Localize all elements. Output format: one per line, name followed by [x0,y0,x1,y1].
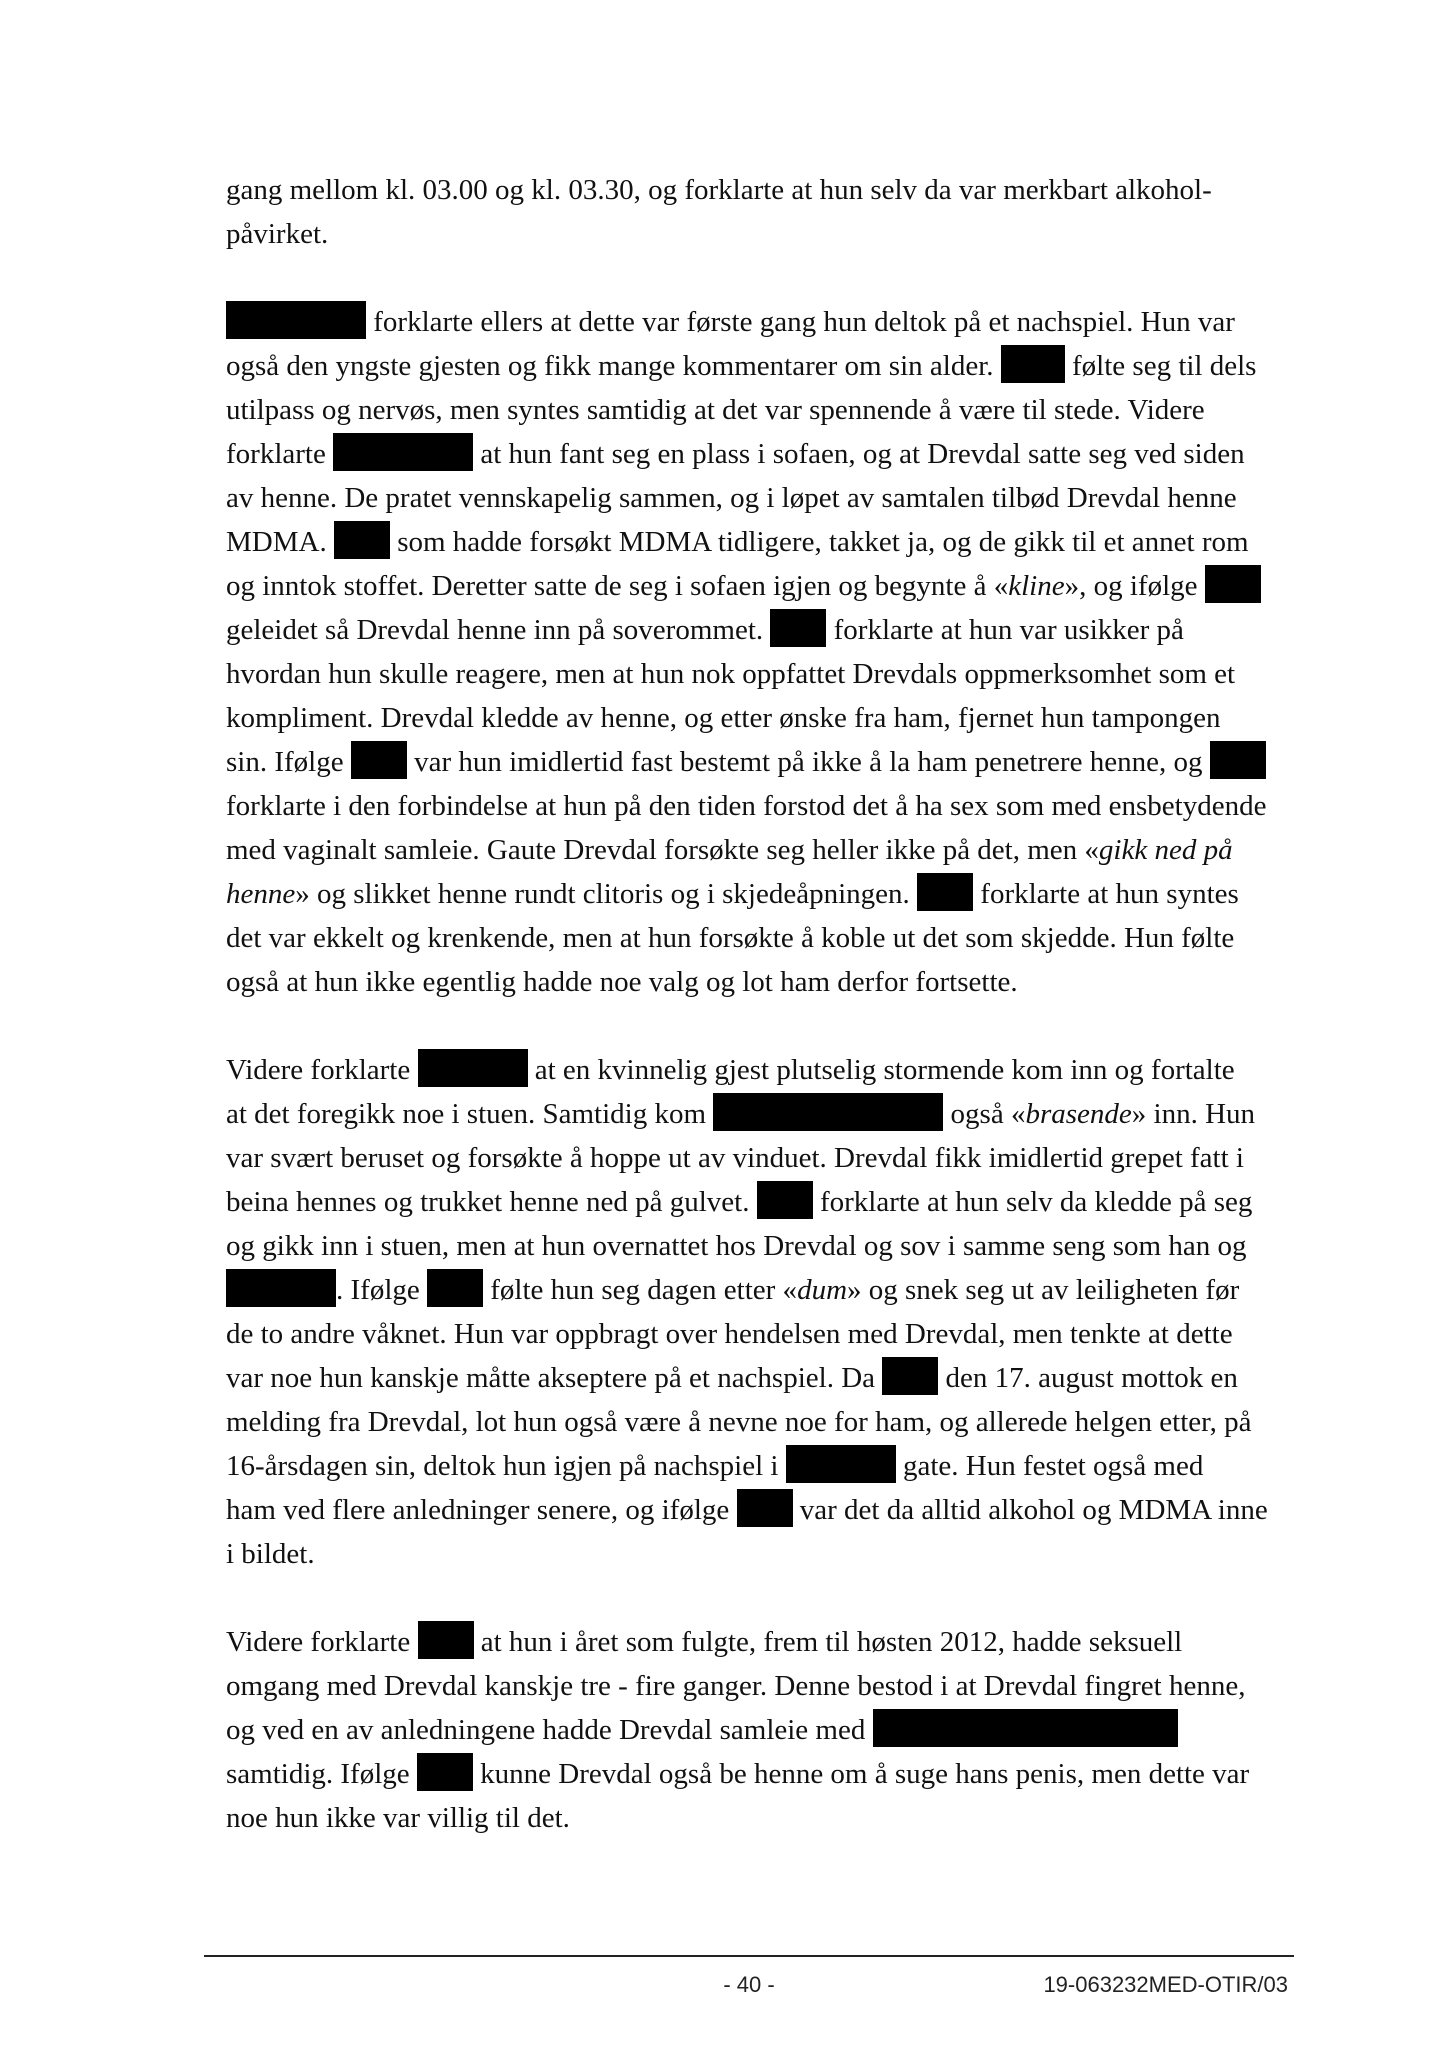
text-segment: med vaginalt samleie. Gaute Drevdal forsøkte seg heller ikke på det, men « [226,834,1099,866]
text-segment: forklarte i den forbindelse at hun på den tiden forstod det å ha sex som med ensbetydende [226,790,1267,822]
text-segment: forklarte [226,438,334,470]
text-segment: utilpass og nervøs, men syntes samtidig at det var spennende å være til stede. Videre [226,394,1205,426]
text-segment: i bildet. [226,1538,315,1570]
text-line [226,388,1286,432]
text-segment: beina hennes og trukket henne ned på gulvet. [226,1186,757,1218]
redaction-box [1205,565,1261,603]
italic-text: kline [1008,570,1065,602]
text-line [226,828,1286,872]
text-line [226,344,1286,388]
text-segment: følte seg til dels [1064,350,1257,382]
text-line [226,1356,1286,1400]
text-line [226,1400,1286,1444]
redaction-box [770,609,826,647]
text-segment: kunne Drevdal også be henne om å suge hans penis, men dette var [472,1758,1250,1790]
text-segment: ham ved flere anledninger senere, og ifølge [226,1494,737,1526]
text-line [226,1488,1286,1532]
text-segment: . Ifølge [336,1274,427,1306]
text-segment: også « [943,1098,1026,1130]
text-line [226,1048,1286,1092]
text-line [226,784,1286,828]
text-line [226,1224,1286,1268]
redaction-box [417,1753,473,1791]
text-segment: også den yngste gjesten og fikk mange kommentarer om sin alder. [226,350,1001,382]
text-line [226,652,1286,696]
text-segment: » og snek seg ut av leiligheten før [847,1274,1240,1306]
text-segment: gang mellom kl. 03.00 og kl. 03.30, og forklarte at hun selv da var merkbart alkohol- [226,174,1212,206]
redaction-box [786,1445,896,1483]
text-segment: følte hun seg dagen etter « [483,1274,798,1306]
text-segment: gate. Hun festet også med [895,1450,1204,1482]
text-line [226,608,1286,652]
text-segment: og ved en av anledningene hadde Drevdal samleie med [226,1714,873,1746]
page-number: - 40 - [723,1972,775,1997]
text-line [226,1708,1286,1752]
redaction-box [873,1709,1178,1747]
text-segment: at hun i året som fulgte, frem til høsten 2012, hadde seksuell [473,1626,1183,1658]
redaction-box [1001,345,1065,383]
text-line [226,1136,1286,1180]
text-segment: hvordan hun skulle reagere, men at hun nok oppfattet Drevdals oppmerksomhet som et [226,658,1236,690]
redaction-box [334,521,390,559]
italic-text: henne [226,878,296,910]
text-segment: Videre forklarte [226,1054,418,1086]
redaction-box [757,1181,813,1219]
text-line [226,300,1286,344]
document-body [226,168,1286,1840]
text-line [226,1092,1286,1136]
text-line [226,1180,1286,1224]
text-segment: geleidet så Drevdal henne inn på soverommet. [226,614,771,646]
text-segment: omgang med Drevdal kanskje tre - fire ganger. Denne bestod i at Drevdal fingret henne, [226,1670,1246,1702]
text-segment: samtidig. Ifølge [226,1758,417,1790]
text-segment: forklarte ellers at dette var første gang hun deltok på et nachspiel. Hun var [366,306,1235,338]
text-segment: forklarte at hun syntes [973,878,1239,910]
text-segment: at en kvinnelig gjest plutselig stormende kom inn og fortalte [527,1054,1235,1086]
text-segment: det var ekkelt og krenkende, men at hun forsøkte å koble ut det som skjedde. Hun følte [226,922,1235,954]
text-segment: og gikk inn i stuen, men at hun overnattet hos Drevdal og sov i samme seng som han og [226,1230,1247,1262]
redaction-box [737,1489,793,1527]
text-line [226,960,1286,1004]
text-line [226,168,1286,212]
text-segment: melding fra Drevdal, lot hun også være å nevne noe for ham, og allerede helgen etter, på [226,1406,1252,1438]
redaction-box [917,873,973,911]
text-segment: Videre forklarte [226,1626,418,1658]
text-line [226,872,1286,916]
page-footer [204,1972,1294,2002]
italic-text: brasende [1025,1098,1132,1130]
text-line [226,1664,1286,1708]
case-id: 19-063232MED-OTIR/03 [1043,1972,1288,1997]
italic-text: gikk ned på [1098,834,1233,866]
text-segment: var hun imidlertid fast bestemt på ikke å la ham penetrere henne, og [406,746,1210,778]
text-segment: MDMA. [226,526,334,558]
text-segment: den 17. august mottok en [938,1362,1238,1394]
text-line [226,1312,1286,1356]
text-line [226,1444,1286,1488]
redaction-box [418,1621,474,1659]
text-segment: var svært beruset og forsøkte å hoppe ut av vinduet. Drevdal fikk imidlertid grepet fatt i [226,1142,1244,1174]
text-segment: også at hun ikke egentlig hadde noe valg og lot ham derfor fortsette. [226,966,1018,998]
paragraph [226,168,1286,256]
text-segment: at det foregikk noe i stuen. Samtidig kom [226,1098,714,1130]
redaction-box [351,741,407,779]
redaction-box [427,1269,483,1307]
text-segment: » inn. Hun [1131,1098,1256,1130]
text-segment: at hun fant seg en plass i sofaen, og at Drevdal satte seg ved siden [473,438,1245,470]
redaction-box [226,1269,336,1307]
text-segment: forklarte at hun selv da kledde på seg [812,1186,1253,1218]
text-line [226,1268,1286,1312]
text-line [226,1752,1286,1796]
text-line [226,476,1286,520]
redaction-box [713,1093,943,1131]
text-segment: kompliment. Drevdal kledde av henne, og etter ønske fra ham, fjernet hun tampongen [226,702,1221,734]
redaction-box [226,301,366,339]
redaction-box [333,433,473,471]
italic-text: dum [797,1274,848,1306]
text-segment: », og ifølge [1064,570,1205,602]
redaction-box [882,1357,938,1395]
paragraph [226,300,1286,1004]
text-line [226,564,1286,608]
text-segment: som hadde forsøkt MDMA tidligere, takket ja, og de gikk til et annet rom [389,526,1249,558]
text-segment: sin. Ifølge [226,746,351,778]
text-line [226,212,1286,256]
text-line [226,740,1286,784]
text-segment: forklarte at hun var usikker på [826,614,1184,646]
redaction-box [418,1049,528,1087]
text-segment: var noe hun kanskje måtte akseptere på et nachspiel. Da [226,1362,883,1394]
text-segment: » og slikket henne rundt clitoris og i skjedeåpningen. [295,878,918,910]
text-line [226,696,1286,740]
text-segment: var det da alltid alkohol og MDMA inne [792,1494,1268,1526]
text-line [226,1796,1286,1840]
text-segment: noe hun ikke var villig til det. [226,1802,570,1834]
text-line [226,432,1286,476]
text-segment: påvirket. [226,218,329,250]
paragraph [226,1048,1286,1576]
text-segment: av henne. De pratet vennskapelig sammen, og i løpet av samtalen tilbød Drevdal henne [226,482,1237,514]
text-line [226,916,1286,960]
text-segment: de to andre våknet. Hun var oppbragt over hendelsen med Drevdal, men tenkte at dette [226,1318,1233,1350]
paragraph [226,1620,1286,1840]
footer-divider [204,1955,1294,1957]
text-line [226,1620,1286,1664]
redaction-box [1210,741,1266,779]
text-line [226,520,1286,564]
text-segment: 16-årsdagen sin, deltok hun igjen på nachspiel i [226,1450,786,1482]
text-line [226,1532,1286,1576]
text-segment: og inntok stoffet. Deretter satte de seg i sofaen igjen og begynte å « [226,570,1009,602]
